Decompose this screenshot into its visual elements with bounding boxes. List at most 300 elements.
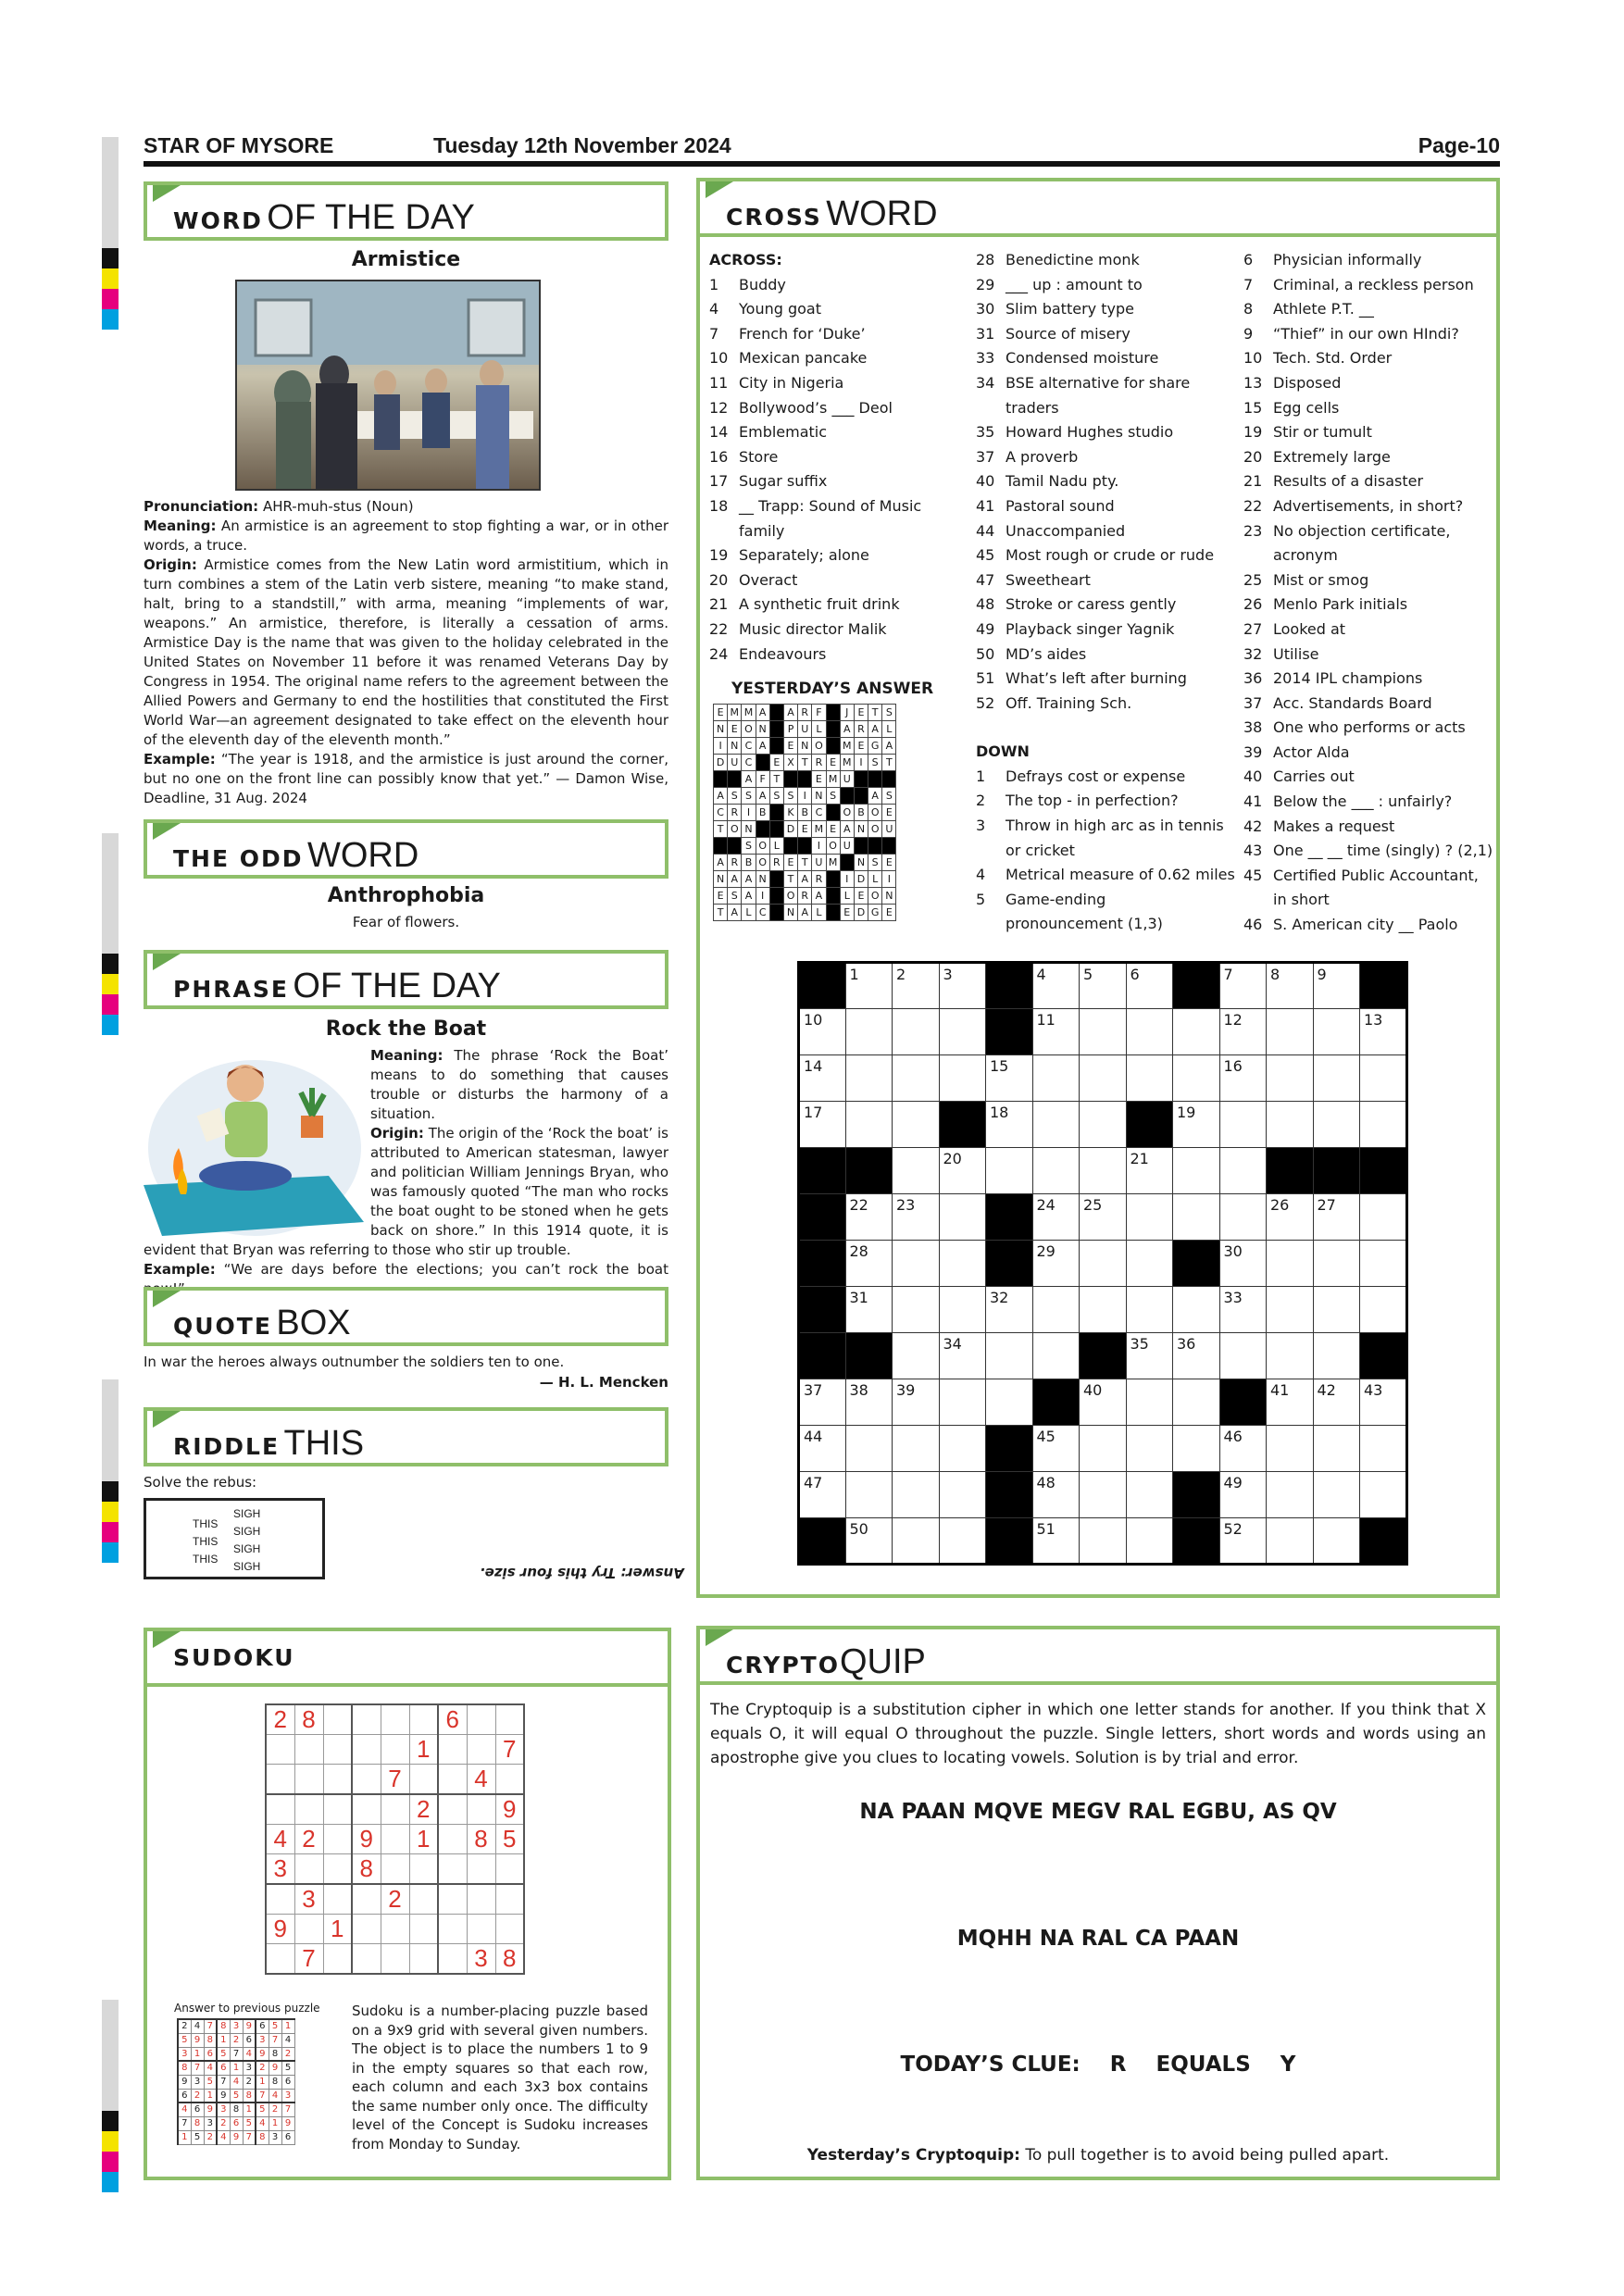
crossword-cell[interactable] xyxy=(939,1426,986,1472)
crossword-cell[interactable] xyxy=(845,1055,893,1102)
clue-item xyxy=(976,346,1235,371)
sudoku-cell[interactable]: 2 xyxy=(294,1825,323,1854)
crossword-cell[interactable] xyxy=(1267,1055,1314,1102)
sudoku-cell[interactable] xyxy=(495,1915,524,1944)
crossword-cell[interactable]: 21 xyxy=(1126,1148,1173,1194)
sudoku-cell[interactable] xyxy=(381,1704,409,1735)
sudoku-cell[interactable]: 1 xyxy=(409,1825,438,1854)
crossword-cell[interactable] xyxy=(893,1426,940,1472)
answer-cell: 4 xyxy=(204,2061,217,2075)
crossword-cell[interactable] xyxy=(1360,1055,1407,1102)
crossword-cell[interactable] xyxy=(1173,1009,1220,1055)
sudoku-cell[interactable]: 7 xyxy=(294,1944,323,1975)
clue-text: French for ‘Duke’ xyxy=(739,324,866,343)
crossword-cell[interactable] xyxy=(1126,1241,1173,1287)
crossword-cell[interactable]: 4 xyxy=(1032,963,1080,1009)
crossword-cell[interactable] xyxy=(1267,1287,1314,1333)
sudoku-cell[interactable] xyxy=(467,1915,495,1944)
crossword-cell[interactable] xyxy=(845,1426,893,1472)
sudoku-cell[interactable] xyxy=(438,1884,467,1915)
answer-cell: S xyxy=(868,855,882,871)
answer-cell: 1 xyxy=(178,2130,191,2144)
crossword-cell[interactable]: 2 xyxy=(893,963,940,1009)
phrase-header: PHRASE OF THE DAY xyxy=(144,950,668,1009)
answer-cell: A xyxy=(756,738,769,755)
sudoku-cell[interactable] xyxy=(381,1944,409,1975)
sudoku-cell[interactable] xyxy=(438,1915,467,1944)
crossword-cell[interactable] xyxy=(1360,1194,1407,1241)
crossword-cell[interactable]: 49 xyxy=(1219,1472,1267,1518)
crossword-cell[interactable] xyxy=(939,1472,986,1518)
crossword-cell[interactable]: 38 xyxy=(845,1379,893,1426)
crossword-cell[interactable] xyxy=(1126,1426,1173,1472)
sudoku-cell[interactable] xyxy=(352,1884,381,1915)
crossword-cell[interactable] xyxy=(1080,1009,1127,1055)
crossword-cell[interactable] xyxy=(845,1009,893,1055)
black-cell xyxy=(826,805,840,821)
clue-text: Defrays cost or expense xyxy=(1006,767,1186,785)
crossword-cell[interactable] xyxy=(1360,1241,1407,1287)
sudoku-cell[interactable] xyxy=(409,1944,438,1975)
sudoku-cell[interactable]: 8 xyxy=(467,1825,495,1854)
answer-cell: N xyxy=(798,738,812,755)
clue-item xyxy=(709,420,968,445)
crossword-cell[interactable] xyxy=(1032,1287,1080,1333)
crossword-cell[interactable]: 24 xyxy=(1032,1194,1080,1241)
crossword-cell[interactable]: 42 xyxy=(1313,1379,1360,1426)
sudoku-cell[interactable] xyxy=(323,1735,352,1765)
crossword-cell[interactable]: 29 xyxy=(1032,1241,1080,1287)
answer-cell: E xyxy=(826,821,840,838)
sudoku-cell[interactable] xyxy=(323,1854,352,1885)
crossword-cell[interactable]: 18 xyxy=(986,1102,1033,1148)
sudoku-cell[interactable] xyxy=(323,1825,352,1854)
crossword-cell[interactable] xyxy=(893,1472,940,1518)
sudoku-cell[interactable]: 3 xyxy=(467,1944,495,1975)
sudoku-cell[interactable] xyxy=(266,1794,294,1825)
sudoku-cell[interactable] xyxy=(467,1884,495,1915)
sudoku-cell[interactable]: 4 xyxy=(467,1765,495,1795)
answer-cell: B xyxy=(756,805,769,821)
crossword-cell[interactable]: 26 xyxy=(1267,1194,1314,1241)
sudoku-cell[interactable] xyxy=(352,1915,381,1944)
sudoku-cell[interactable] xyxy=(438,1765,467,1795)
crossword-cell[interactable] xyxy=(939,1055,986,1102)
crossword-cell[interactable]: 47 xyxy=(799,1472,846,1518)
crossword-cell[interactable] xyxy=(1267,1518,1314,1565)
crossword-cell[interactable] xyxy=(1173,1287,1220,1333)
sudoku-cell[interactable] xyxy=(467,1854,495,1885)
crossword-cell[interactable] xyxy=(1313,1518,1360,1565)
clue-text: Throw in high arc as in tennis xyxy=(1006,817,1224,835)
sudoku-cell[interactable] xyxy=(294,1854,323,1885)
sudoku-cell[interactable] xyxy=(409,1765,438,1795)
crossword-cell[interactable] xyxy=(1080,1055,1127,1102)
sudoku-cell[interactable]: 2 xyxy=(266,1704,294,1735)
sudoku-cell[interactable] xyxy=(495,1704,524,1735)
crossword-cell[interactable] xyxy=(939,1194,986,1241)
cryptoquip-yesterday: Yesterday’s Cryptoquip: To pull together is to avoid being pulled apart. xyxy=(806,2146,1390,2165)
crossword-cell[interactable]: 19 xyxy=(1173,1102,1220,1148)
crossword-cell[interactable]: 11 xyxy=(1032,1009,1080,1055)
clue-item xyxy=(709,322,968,347)
crossword-cell[interactable]: 5 xyxy=(1080,963,1127,1009)
crossword-cell[interactable] xyxy=(1080,1518,1127,1565)
sudoku-header: SUDOKU xyxy=(144,1628,671,1687)
crossword-cell[interactable] xyxy=(1313,1472,1360,1518)
sudoku-cell[interactable] xyxy=(323,1794,352,1825)
sudoku-cell[interactable]: 2 xyxy=(381,1884,409,1915)
sudoku-cell[interactable]: 9 xyxy=(495,1794,524,1825)
crossword-cell[interactable] xyxy=(1173,1426,1220,1472)
sudoku-cell[interactable] xyxy=(352,1704,381,1735)
crossword-cell[interactable] xyxy=(1267,1241,1314,1287)
crossword-cell[interactable]: 40 xyxy=(1080,1379,1127,1426)
crossword-cell[interactable] xyxy=(893,1241,940,1287)
sudoku-cell[interactable] xyxy=(323,1944,352,1975)
sudoku-cell[interactable]: 8 xyxy=(495,1944,524,1975)
clue-number: 7 xyxy=(709,324,719,343)
crossword-cell[interactable]: 17 xyxy=(799,1102,846,1148)
crossword-cell[interactable] xyxy=(1219,1102,1267,1148)
crossword-cell[interactable] xyxy=(1080,1287,1127,1333)
crossword-cell[interactable]: 37 xyxy=(799,1379,846,1426)
clue-item xyxy=(976,445,1235,470)
crossword-cell[interactable] xyxy=(1267,1333,1314,1379)
crossword-cell[interactable] xyxy=(939,1518,986,1565)
crossword-cell[interactable] xyxy=(1173,1055,1220,1102)
sudoku-cell[interactable] xyxy=(438,1854,467,1885)
sudoku-cell[interactable] xyxy=(266,1944,294,1975)
answer-cell: 8 xyxy=(269,2075,281,2089)
crossword-cell[interactable]: 8 xyxy=(1267,963,1314,1009)
answer-cell: M xyxy=(826,855,840,871)
crossword-cell[interactable] xyxy=(1360,1287,1407,1333)
crossword-cell[interactable] xyxy=(1313,1055,1360,1102)
answer-cell: 3 xyxy=(191,2075,204,2089)
crossword-cell[interactable] xyxy=(893,1148,940,1194)
crossword-cell[interactable] xyxy=(1219,1148,1267,1194)
crossword-cell[interactable]: 6 xyxy=(1126,963,1173,1009)
sudoku-cell[interactable]: 6 xyxy=(438,1704,467,1735)
sudoku-cell[interactable] xyxy=(438,1794,467,1825)
crossword-cell[interactable] xyxy=(1219,1194,1267,1241)
clue-text: Below the ___ : unfairly? xyxy=(1273,792,1453,811)
sudoku-cell[interactable] xyxy=(352,1794,381,1825)
clue-number: 21 xyxy=(1243,472,1263,491)
crossword-cell[interactable]: 7 xyxy=(1219,963,1267,1009)
answer-cell: O xyxy=(868,821,882,838)
sudoku-cell[interactable] xyxy=(352,1735,381,1765)
crossword-cell[interactable] xyxy=(939,1379,986,1426)
sudoku-cell[interactable]: 8 xyxy=(294,1704,323,1735)
crossword-cell[interactable]: 34 xyxy=(939,1333,986,1379)
crossword-cell[interactable] xyxy=(1267,1102,1314,1148)
crossword-cell[interactable]: 20 xyxy=(939,1148,986,1194)
answer-cell: R xyxy=(728,805,742,821)
sudoku-cell[interactable] xyxy=(352,1765,381,1795)
sudoku-cell[interactable] xyxy=(467,1794,495,1825)
clue-item xyxy=(976,692,1235,717)
crossword-cell[interactable] xyxy=(1032,1102,1080,1148)
sudoku-cell[interactable] xyxy=(323,1765,352,1795)
sudoku-cell[interactable] xyxy=(495,1854,524,1885)
answer-cell: 2 xyxy=(256,2061,269,2075)
sudoku-cell[interactable] xyxy=(381,1854,409,1885)
crossword-cell[interactable]: 3 xyxy=(939,963,986,1009)
crossword-cell[interactable] xyxy=(1313,1009,1360,1055)
answer-cell: 2 xyxy=(243,2075,256,2089)
crossword-cell[interactable]: 25 xyxy=(1080,1194,1127,1241)
clue-item xyxy=(1243,667,1498,692)
rebus-box xyxy=(144,1498,325,1579)
clue-number: 41 xyxy=(976,496,995,515)
crossword-cell[interactable]: 31 xyxy=(845,1287,893,1333)
answer-cell: T xyxy=(714,905,728,921)
answer-cell: T xyxy=(783,871,797,888)
crossword-cell[interactable] xyxy=(1080,1148,1127,1194)
answer-cell: M xyxy=(840,755,854,771)
answer-cell: 2 xyxy=(281,2047,294,2061)
clue-item xyxy=(1243,469,1498,494)
sudoku-cell[interactable]: 3 xyxy=(266,1854,294,1885)
crossword-cell[interactable]: 51 xyxy=(1032,1518,1080,1565)
sudoku-cell[interactable] xyxy=(381,1794,409,1825)
crossword-cell[interactable] xyxy=(1267,1426,1314,1472)
crossword-cell[interactable] xyxy=(893,1518,940,1565)
answer-cell: O xyxy=(783,888,797,905)
crossword-cell[interactable] xyxy=(1080,1241,1127,1287)
crossword-cell[interactable] xyxy=(1173,1194,1220,1241)
crossword-cell[interactable] xyxy=(1080,1472,1127,1518)
crossword-cell[interactable]: 13 xyxy=(1360,1009,1407,1055)
crossword-cell[interactable]: 14 xyxy=(799,1055,846,1102)
answer-cell: I xyxy=(882,871,896,888)
clue-text: Store xyxy=(739,447,779,466)
crossword-cell[interactable] xyxy=(1032,1333,1080,1379)
black-cell xyxy=(769,888,783,905)
sudoku-cell[interactable] xyxy=(294,1735,323,1765)
crossword-cell[interactable] xyxy=(893,1333,940,1379)
crossword-cell[interactable] xyxy=(845,1472,893,1518)
crossword-cell[interactable]: 33 xyxy=(1219,1287,1267,1333)
crossword-cell[interactable]: 43 xyxy=(1360,1379,1407,1426)
answer-cell: 9 xyxy=(204,2103,217,2116)
answer-cell: E xyxy=(769,755,783,771)
sudoku-cell[interactable] xyxy=(266,1884,294,1915)
sudoku-cell[interactable] xyxy=(294,1915,323,1944)
crossword-cell[interactable] xyxy=(1126,1287,1173,1333)
crossword-cell[interactable]: 30 xyxy=(1219,1241,1267,1287)
crossword-cell[interactable]: 45 xyxy=(1032,1426,1080,1472)
sudoku-cell[interactable]: 8 xyxy=(352,1854,381,1885)
crossword-cell[interactable] xyxy=(1080,1426,1127,1472)
sudoku-cell[interactable] xyxy=(409,1704,438,1735)
sudoku-cell[interactable] xyxy=(323,1884,352,1915)
crossword-cell[interactable]: 41 xyxy=(1267,1379,1314,1426)
crossword-cell[interactable] xyxy=(1267,1472,1314,1518)
answer-cell: 1 xyxy=(191,2047,204,2061)
crossword-cell[interactable] xyxy=(1126,1379,1173,1426)
crossword-cell[interactable]: 46 xyxy=(1219,1426,1267,1472)
answer-cell: A xyxy=(714,788,728,805)
crossword-cell[interactable]: 39 xyxy=(893,1379,940,1426)
sudoku-cell[interactable] xyxy=(352,1944,381,1975)
crossword-cell[interactable] xyxy=(893,1287,940,1333)
crossword-cell[interactable]: 16 xyxy=(1219,1055,1267,1102)
crossword-cell[interactable] xyxy=(893,1102,940,1148)
crossword-cell[interactable] xyxy=(986,1333,1033,1379)
cryptoquip-intro: The Cryptoquip is a substitution cipher in which one letter stands for another. If you think that X equals O, it will equal O throughout the puzzle. Single letters, short words and words using an apostrophe give you clues to locating vowels. Solution is by trial and error. xyxy=(710,1701,1486,1767)
crossword-cell[interactable] xyxy=(1032,1055,1080,1102)
crossword-cell[interactable] xyxy=(1173,1379,1220,1426)
answer-cell: A xyxy=(840,721,854,738)
crossword-cell[interactable]: 28 xyxy=(845,1241,893,1287)
sudoku-cell[interactable] xyxy=(438,1735,467,1765)
clue-number: 31 xyxy=(976,324,995,343)
sudoku-cell[interactable]: 1 xyxy=(409,1735,438,1765)
crossword-cell[interactable]: 9 xyxy=(1313,963,1360,1009)
crossword-cell[interactable] xyxy=(1360,1472,1407,1518)
crossword-cell[interactable] xyxy=(939,1287,986,1333)
answer-cell: 5 xyxy=(269,2019,281,2033)
sudoku-cell[interactable] xyxy=(438,1944,467,1975)
crossword-cell[interactable]: 35 xyxy=(1126,1333,1173,1379)
crossword-cell[interactable] xyxy=(986,1148,1033,1194)
answer-cell: S xyxy=(868,755,882,771)
sudoku-cell[interactable]: 3 xyxy=(294,1884,323,1915)
sudoku-cell[interactable] xyxy=(381,1735,409,1765)
sudoku-cell[interactable] xyxy=(294,1794,323,1825)
crossword-cell[interactable]: 52 xyxy=(1219,1518,1267,1565)
sudoku-cell[interactable] xyxy=(381,1825,409,1854)
crossword-cell[interactable] xyxy=(1126,1055,1173,1102)
clue-text: No objection certificate, xyxy=(1273,521,1451,540)
answer-cell: L xyxy=(882,721,896,738)
sudoku-cell[interactable] xyxy=(409,1884,438,1915)
sudoku-cell[interactable] xyxy=(323,1704,352,1735)
answer-cell: 9 xyxy=(191,2033,204,2047)
crossword-cell[interactable]: 27 xyxy=(1313,1194,1360,1241)
sudoku-cell[interactable] xyxy=(409,1915,438,1944)
crossword-cell[interactable] xyxy=(1360,1102,1407,1148)
black-cell xyxy=(986,963,1033,1009)
crossword-cell[interactable] xyxy=(986,1379,1033,1426)
sudoku-cell[interactable] xyxy=(266,1735,294,1765)
crossword-cell[interactable]: 15 xyxy=(986,1055,1033,1102)
answer-cell: U xyxy=(798,721,812,738)
crossword-cell[interactable]: 36 xyxy=(1173,1333,1220,1379)
crossword-cell[interactable]: 48 xyxy=(1032,1472,1080,1518)
sudoku-cell[interactable] xyxy=(438,1825,467,1854)
crossword-cell[interactable] xyxy=(1080,1102,1127,1148)
answer-cell: N xyxy=(714,721,728,738)
black-cell xyxy=(799,1148,846,1194)
crossword-cell[interactable] xyxy=(1313,1287,1360,1333)
crossword-cell[interactable] xyxy=(1313,1426,1360,1472)
sudoku-cell[interactable] xyxy=(409,1854,438,1885)
answer-cell: E xyxy=(854,888,868,905)
clue-text: Carries out xyxy=(1273,767,1355,786)
clue-text: acronym xyxy=(1273,546,1338,565)
sudoku-cell[interactable]: 7 xyxy=(495,1735,524,1765)
crossword-cell[interactable]: 22 xyxy=(845,1194,893,1241)
answer-cell: U xyxy=(882,821,896,838)
crossword-cell[interactable] xyxy=(939,1241,986,1287)
sudoku-cell[interactable]: 1 xyxy=(323,1915,352,1944)
sudoku-cell[interactable] xyxy=(381,1915,409,1944)
sudoku-cell[interactable] xyxy=(294,1765,323,1795)
crossword-cell[interactable] xyxy=(1173,1148,1220,1194)
crossword-cell[interactable] xyxy=(1032,1148,1080,1194)
answer-cell: 5 xyxy=(191,2130,204,2144)
crossword-cell[interactable] xyxy=(1219,1333,1267,1379)
answer-cell: 9 xyxy=(281,2116,294,2130)
sudoku-cell[interactable]: 2 xyxy=(409,1794,438,1825)
sudoku-cell[interactable] xyxy=(495,1884,524,1915)
crossword-cell[interactable]: 23 xyxy=(893,1194,940,1241)
sudoku-cell[interactable]: 4 xyxy=(266,1825,294,1854)
answer-cell: F xyxy=(812,705,826,721)
crossword-cell[interactable] xyxy=(1313,1241,1360,1287)
crossword-cell[interactable]: 12 xyxy=(1219,1009,1267,1055)
clue-number: 51 xyxy=(976,669,995,688)
clue-text: Utilise xyxy=(1273,644,1319,663)
clue-number: 13 xyxy=(1243,373,1263,392)
crossword-cell[interactable] xyxy=(1126,1472,1173,1518)
sudoku-cell[interactable]: 9 xyxy=(266,1915,294,1944)
crossword-cell[interactable] xyxy=(1126,1194,1173,1241)
black-cell xyxy=(769,821,783,838)
crossword-cell[interactable] xyxy=(1313,1333,1360,1379)
crossword-cell[interactable]: 44 xyxy=(799,1426,846,1472)
crossword-cell[interactable]: 1 xyxy=(845,963,893,1009)
sudoku-grid xyxy=(265,1703,525,1975)
black-cell xyxy=(826,871,840,888)
crossword-cell[interactable] xyxy=(1267,1009,1314,1055)
crossword-cell[interactable] xyxy=(1313,1102,1360,1148)
sudoku-cell[interactable]: 5 xyxy=(495,1825,524,1854)
sudoku-cell[interactable] xyxy=(495,1765,524,1795)
sudoku-cell[interactable]: 7 xyxy=(381,1765,409,1795)
clue-text: Condensed moisture xyxy=(1006,349,1159,368)
clue-text: Stir or tumult xyxy=(1273,423,1372,442)
answer-cell: R xyxy=(728,855,742,871)
answer-cell: A xyxy=(798,871,812,888)
answer-cell: 4 xyxy=(269,2089,281,2103)
sudoku-cell[interactable]: 9 xyxy=(352,1825,381,1854)
crossword-cell[interactable]: 32 xyxy=(986,1287,1033,1333)
answer-cell: C xyxy=(742,738,756,755)
crossword-cell[interactable] xyxy=(1360,1426,1407,1472)
sudoku-cell[interactable] xyxy=(467,1704,495,1735)
crossword-cell[interactable] xyxy=(845,1102,893,1148)
answer-cell: A xyxy=(728,905,742,921)
crossword-cell[interactable]: 10 xyxy=(799,1009,846,1055)
crossword-cell[interactable] xyxy=(1126,1009,1173,1055)
crossword-cell[interactable] xyxy=(893,1055,940,1102)
answer-cell: F xyxy=(756,771,769,788)
crossword-cell[interactable] xyxy=(893,1009,940,1055)
clue-number: 4 xyxy=(976,866,986,884)
clue-text: Benedictine monk xyxy=(1006,251,1140,268)
sudoku-cell[interactable] xyxy=(467,1735,495,1765)
sudoku-cell[interactable] xyxy=(266,1765,294,1795)
answer-cell: 8 xyxy=(191,2116,204,2130)
crossword-cell[interactable] xyxy=(939,1009,986,1055)
crossword-cell[interactable] xyxy=(1126,1518,1173,1565)
crossword-cell[interactable]: 50 xyxy=(845,1518,893,1565)
